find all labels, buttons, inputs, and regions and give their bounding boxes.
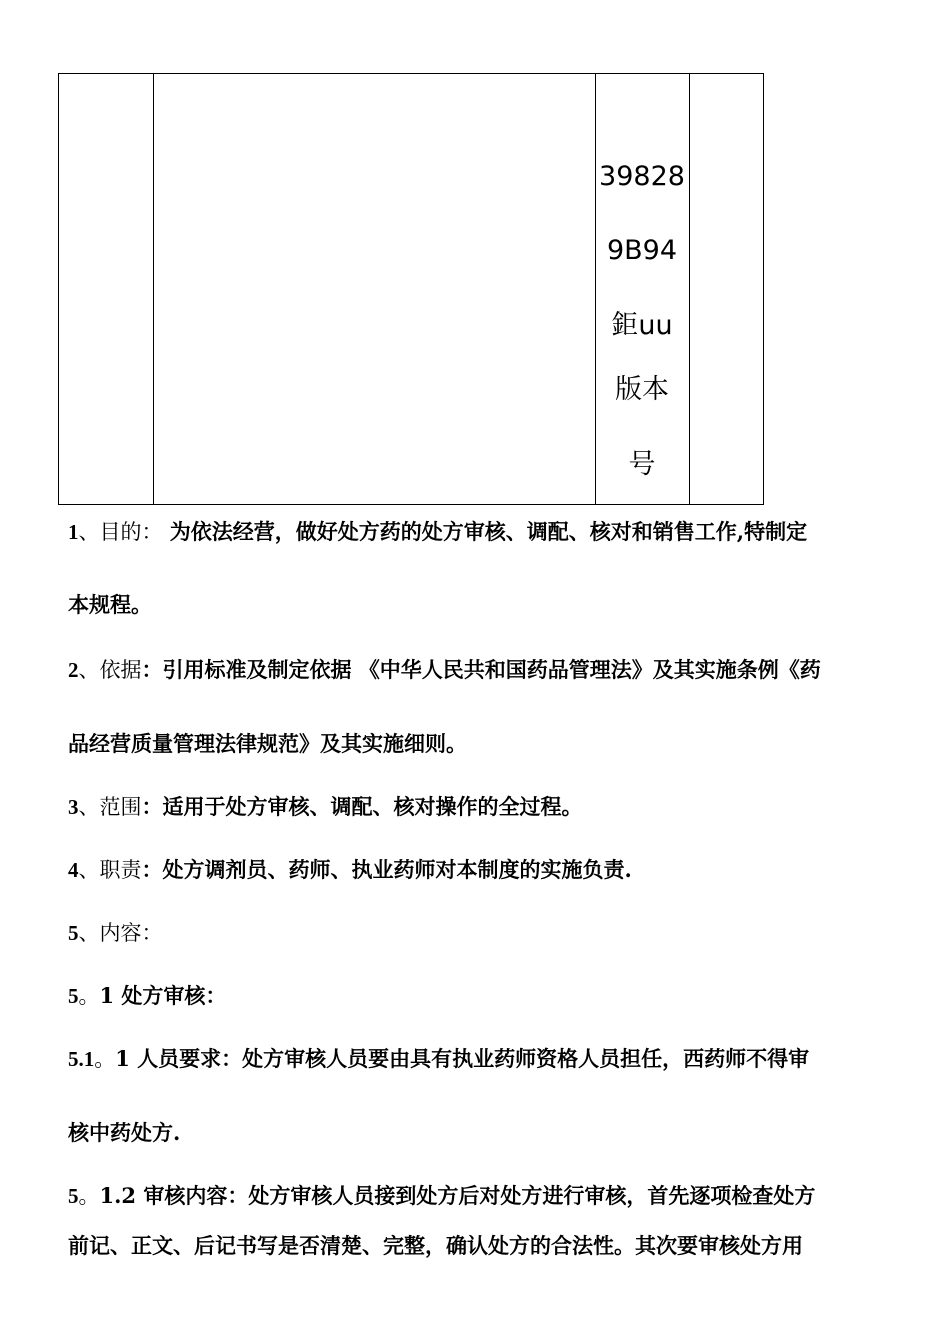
section-purpose-continued: 本规程。	[68, 592, 152, 617]
version-text-line: 9B94	[606, 235, 678, 266]
section-number: 5	[68, 1184, 79, 1208]
section-body: 1.2 审核内容：处方审核人员接到处方后对处方进行审核，首先逐项检查处方	[99, 1183, 816, 1208]
section-basis	[68, 655, 930, 685]
section-body: 1 人员要求：处方审核人员要由具有执业药师资格人员担任，西药师不得审	[115, 1046, 810, 1071]
section-body: ：适用于处方审核、调配、核对操作的全过程。	[141, 794, 583, 819]
section-number: 5	[68, 984, 79, 1008]
section-review-content	[68, 1181, 930, 1211]
document-header-table	[58, 73, 764, 505]
section-review-content-continued: 前记、正文、后记书写是否清楚、完整，确认处方的合法性。其次要审核处方用	[68, 1233, 803, 1258]
section-scope	[68, 792, 930, 822]
section-body: ：处方调剂员、药师、执业药师对本制度的实施负责.	[141, 857, 632, 882]
version-text-line: 号	[628, 449, 656, 480]
section-separator: 、	[78, 520, 100, 544]
section-separator: 、	[78, 921, 100, 945]
section-separator: 、	[78, 795, 100, 819]
section-body: 为依法经营，做好处方药的处方审核、调配、核对和销售工作,特制定	[162, 519, 808, 544]
section-heading: 目的：	[99, 520, 163, 544]
section-number: 3	[68, 795, 79, 819]
section-heading: 内容：	[99, 921, 163, 945]
section-responsibility	[68, 855, 930, 885]
section-separator: 。	[94, 1047, 116, 1071]
section-body: 1 处方审核：	[99, 983, 227, 1008]
table-column-divider	[689, 74, 690, 504]
section-number: 2	[68, 658, 79, 682]
section-prescription-review	[68, 981, 930, 1011]
section-heading: 职责	[99, 858, 142, 882]
section-number: 5.1	[68, 1047, 95, 1071]
section-heading: 依据	[99, 658, 142, 682]
section-separator: 、	[78, 658, 100, 682]
section-basis-continued: 品经营质量管理法律规范》及其实施细则。	[68, 731, 467, 756]
section-content	[68, 918, 930, 948]
section-heading: 范围	[99, 795, 142, 819]
section-separator: 。	[78, 1184, 100, 1208]
section-number: 1	[68, 520, 79, 544]
version-number-cell	[595, 74, 689, 504]
version-text-line: 鉅uu	[611, 310, 673, 341]
section-number: 5	[68, 921, 79, 945]
table-column-divider	[153, 74, 154, 504]
section-separator: 、	[78, 858, 100, 882]
section-body: ：引用标准及制定依据 《中华人民共和国药品管理法》及其实施条例《药	[141, 657, 821, 682]
section-separator: 。	[78, 984, 100, 1008]
section-purpose	[68, 517, 930, 547]
section-personnel-requirements	[68, 1044, 930, 1074]
section-number: 4	[68, 858, 79, 882]
version-text-line: 39828	[599, 161, 685, 192]
section-personnel-requirements-continued: 核中药处方.	[68, 1120, 181, 1145]
version-text-line: 版本	[615, 374, 669, 405]
